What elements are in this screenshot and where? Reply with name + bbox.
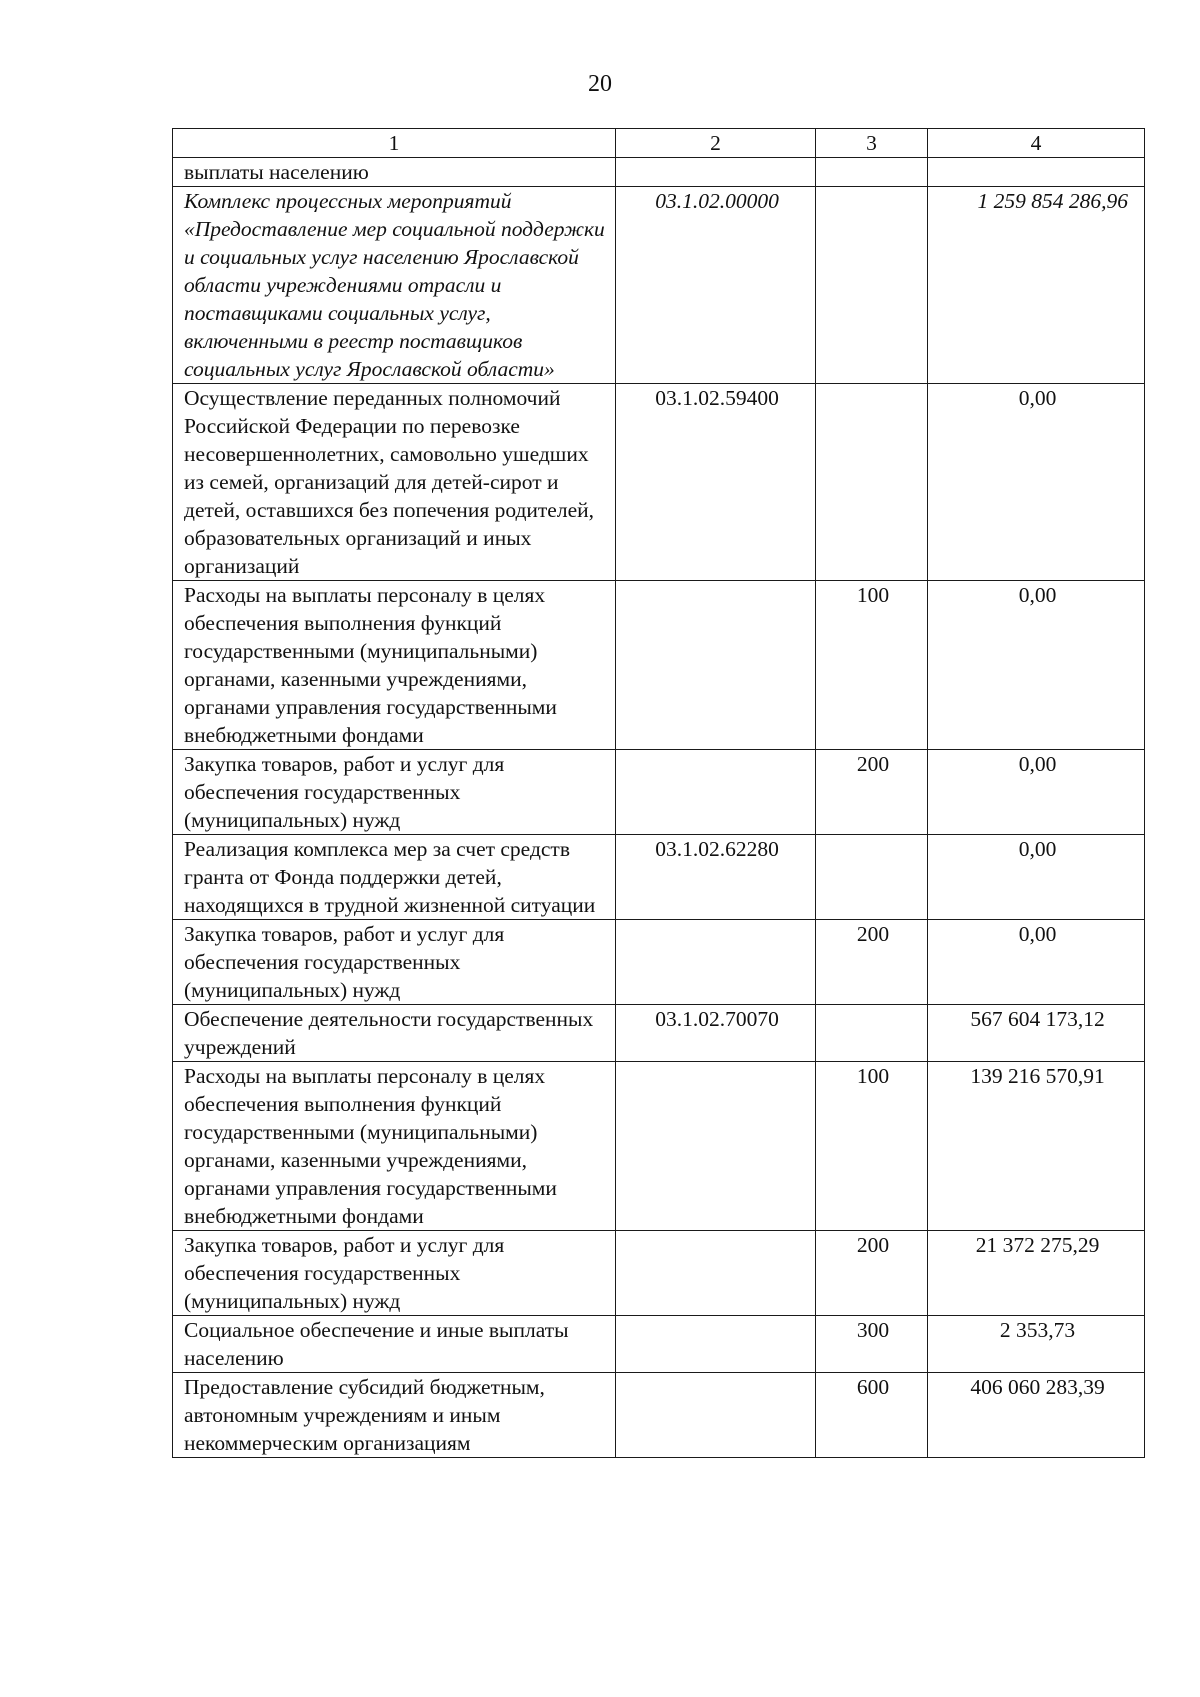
row-amount-cell: 567 604 173,12 <box>928 1005 1145 1062</box>
row-name-cell: Социальное обеспечение и иные выплаты населению <box>173 1316 616 1373</box>
column-header: 4 <box>928 129 1145 158</box>
table-row <box>173 158 1145 187</box>
row-type-cell: 100 <box>816 1062 928 1231</box>
row-amount-cell: 0,00 <box>928 581 1145 750</box>
row-type-cell <box>816 835 928 920</box>
row-amount-cell: 2 353,73 <box>928 1316 1145 1373</box>
column-header: 3 <box>816 129 928 158</box>
row-type-cell: 200 <box>816 920 928 1005</box>
row-amount-cell: 0,00 <box>928 835 1145 920</box>
row-amount-cell: 0,00 <box>928 920 1145 1005</box>
page-number: 20 <box>588 71 612 97</box>
row-code-cell <box>616 1316 816 1373</box>
row-code-cell <box>616 750 816 835</box>
row-type-cell: 200 <box>816 750 928 835</box>
row-code-cell <box>616 1231 816 1316</box>
table-row <box>173 1062 1145 1231</box>
budget-table <box>172 128 1145 1458</box>
row-code-cell: 03.1.02.59400 <box>616 384 816 581</box>
column-header: 2 <box>616 129 816 158</box>
row-name-cell: выплаты населению <box>173 158 616 187</box>
row-code-cell <box>616 158 816 187</box>
row-amount-cell: 406 060 283,39 <box>928 1373 1145 1458</box>
row-name-cell: Расходы на выплаты персоналу в целях обеспечения выполнения функций государственными (муниципальными) органами, казенными учреждениями, органами управления государственными внебюджетными фондами <box>173 581 616 750</box>
row-name-cell: Закупка товаров, работ и услуг для обеспечения государственных (муниципальных) нужд <box>173 750 616 835</box>
row-code-cell <box>616 920 816 1005</box>
row-name-cell: Обеспечение деятельности государственных учреждений <box>173 1005 616 1062</box>
row-code-cell: 03.1.02.62280 <box>616 835 816 920</box>
table-row <box>173 920 1145 1005</box>
row-name-cell: Реализация комплекса мер за счет средств гранта от Фонда поддержки детей, находящихся в трудной жизненной ситуации <box>173 835 616 920</box>
row-amount-cell: 21 372 275,29 <box>928 1231 1145 1316</box>
table-row <box>173 835 1145 920</box>
row-code-cell <box>616 1062 816 1231</box>
header-row <box>173 129 1145 158</box>
row-name-cell: Осуществление переданных полномочий Российской Федерации по перевозке несовершеннолетних, самовольно ушедших из семей, организаций для детей-сирот и детей, оставшихся без попечения родителей, образовательных организаций и иных организаций <box>173 384 616 581</box>
row-name-cell: Закупка товаров, работ и услуг для обеспечения государственных (муниципальных) нужд <box>173 920 616 1005</box>
table-row <box>173 1316 1145 1373</box>
row-type-cell: 100 <box>816 581 928 750</box>
row-code-cell <box>616 581 816 750</box>
row-amount-cell: 1 259 854 286,96 <box>928 187 1145 384</box>
row-code-cell <box>616 1373 816 1458</box>
row-amount-cell: 0,00 <box>928 750 1145 835</box>
table-row <box>173 187 1145 384</box>
row-name-cell: Закупка товаров, работ и услуг для обеспечения государственных (муниципальных) нужд <box>173 1231 616 1316</box>
table-row <box>173 750 1145 835</box>
row-type-cell <box>816 158 928 187</box>
table-body <box>173 158 1145 1458</box>
row-name-cell: Расходы на выплаты персоналу в целях обеспечения выполнения функций государственными (муниципальными) органами, казенными учреждениями, органами управления государственными внебюджетными фондами <box>173 1062 616 1231</box>
row-code-cell: 03.1.02.00000 <box>616 187 816 384</box>
column-header: 1 <box>173 129 616 158</box>
table-row <box>173 1005 1145 1062</box>
table-row <box>173 581 1145 750</box>
row-name-cell: Комплекс процессных мероприятий «Предоставление мер социальной поддержки и социальных услуг населению Ярославской области учреждениями отрасли и поставщиками социальных услуг, включенными в реестр поставщиков социальных услуг Ярославской области» <box>173 187 616 384</box>
row-name-cell: Предоставление субсидий бюджетным, автономным учреждениям и иным некоммерческим организациям <box>173 1373 616 1458</box>
row-type-cell: 300 <box>816 1316 928 1373</box>
table-row <box>173 384 1145 581</box>
row-amount-cell: 0,00 <box>928 384 1145 581</box>
table-row <box>173 1373 1145 1458</box>
row-type-cell: 600 <box>816 1373 928 1458</box>
row-type-cell <box>816 384 928 581</box>
row-type-cell <box>816 1005 928 1062</box>
row-amount-cell <box>928 158 1145 187</box>
row-amount-cell: 139 216 570,91 <box>928 1062 1145 1231</box>
row-type-cell: 200 <box>816 1231 928 1316</box>
table-row <box>173 1231 1145 1316</box>
row-type-cell <box>816 187 928 384</box>
row-code-cell: 03.1.02.70070 <box>616 1005 816 1062</box>
